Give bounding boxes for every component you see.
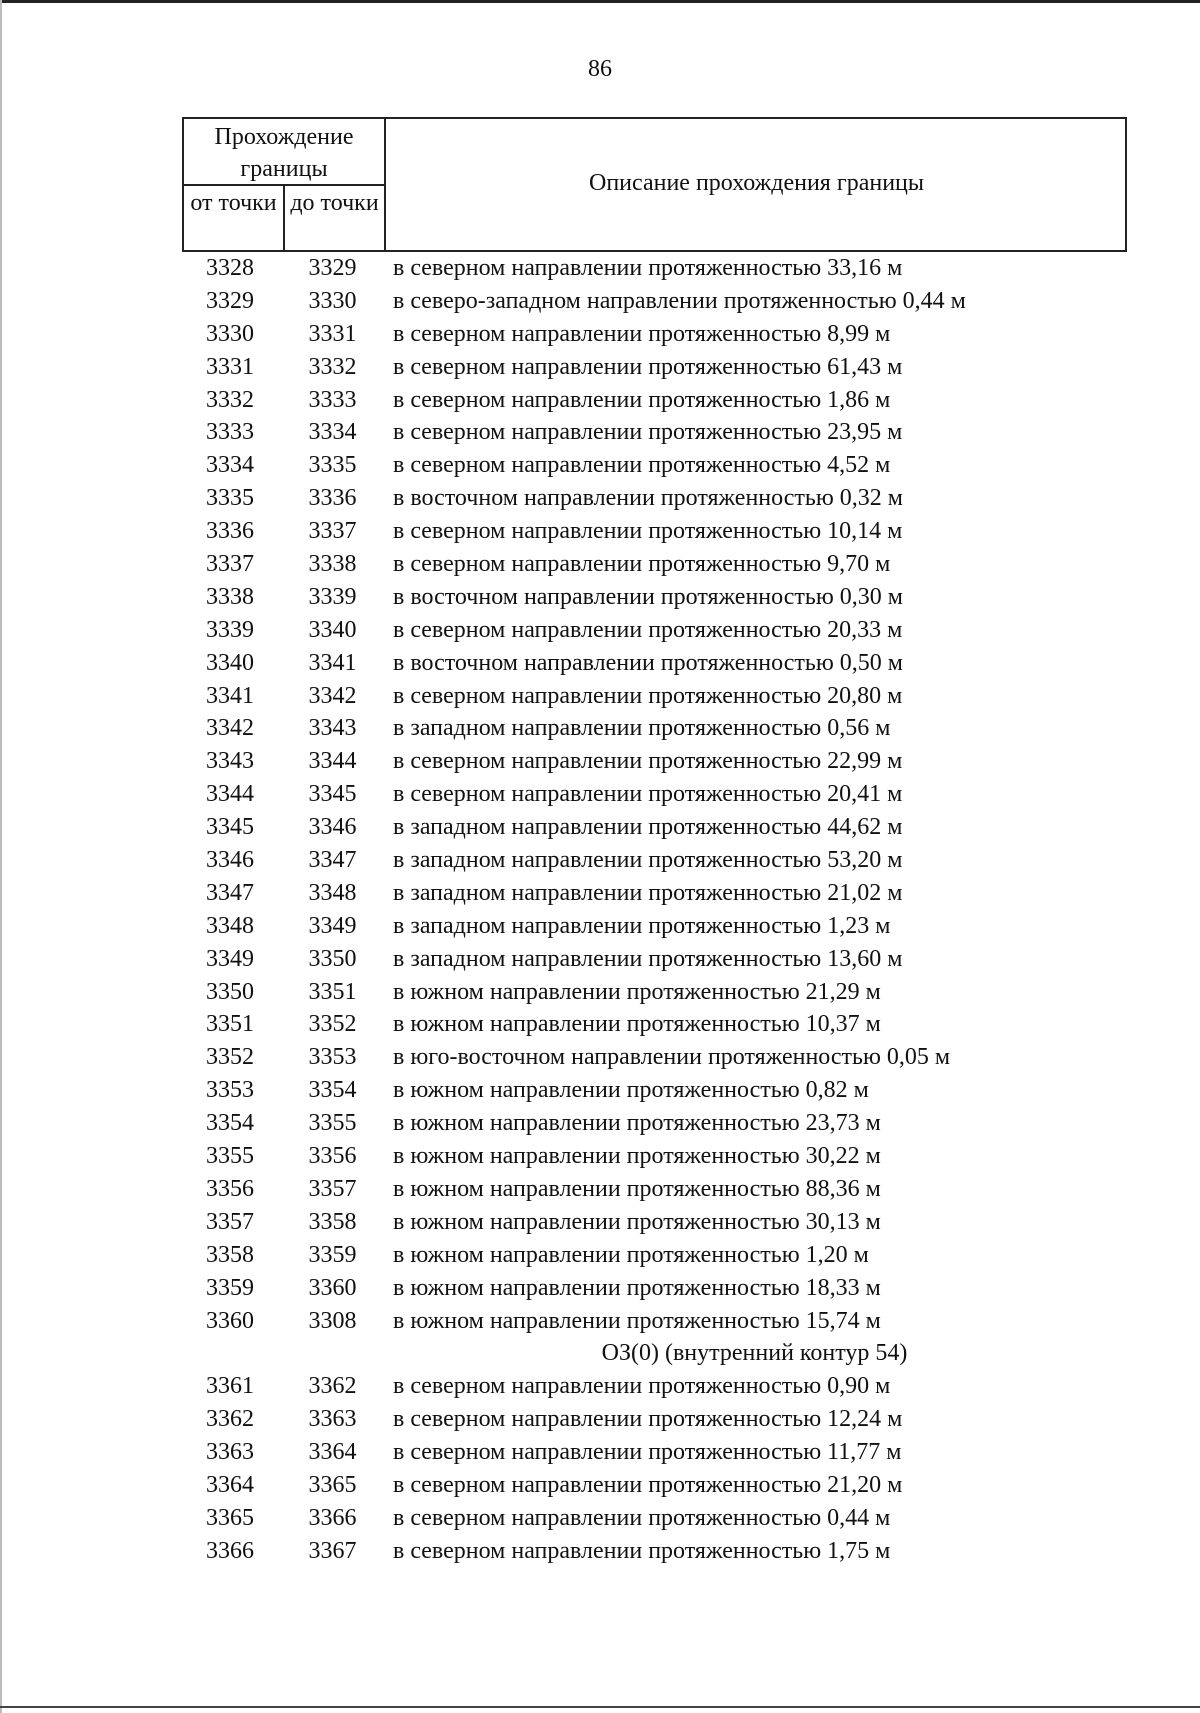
to-point: 3343 [308,715,357,742]
from-point: 3329 [206,287,254,314]
to-point: 3364 [308,1439,357,1466]
from-point: 3339 [206,616,254,643]
from-point: 3352 [206,1044,254,1071]
boundary-description: в южном направлении протяженностью 30,13 м [393,1208,881,1235]
from-point: 3351 [206,1011,254,1038]
boundary-description: в южном направлении протяженностью 0,82 м [393,1077,869,1104]
header-description: Описание прохождения границы [588,170,924,196]
to-point: 3363 [308,1406,357,1433]
from-point: 3342 [206,715,254,742]
table-row [0,351,1200,384]
to-point: 3357 [308,1175,357,1202]
table-row [0,384,1200,417]
to-point: 3351 [308,978,357,1005]
from-point: 3345 [206,814,254,841]
boundary-description: в северо-западном направлении протяженностью 0,44 м [393,287,966,314]
section-title: ОЗ(0) (внутренний контур 54) [601,1340,908,1367]
table-header [182,117,1127,252]
page-frame-bottom [0,1706,1200,1708]
to-point: 3349 [308,912,357,939]
boundary-description: в южном направлении протяженностью 18,33 м [393,1274,881,1301]
boundary-description: в северном направлении протяженностью 23,95 м [393,419,903,446]
boundary-description: в северном направлении протяженностью 0,44 м [393,1504,891,1531]
from-point: 3353 [206,1077,254,1104]
table-row [0,1173,1200,1206]
from-point: 3337 [206,551,254,578]
to-point: 3329 [308,255,357,281]
table-row [0,1041,1200,1074]
to-point: 3334 [308,419,357,446]
boundary-description: в северном направлении протяженностью 4,52 м [393,452,891,479]
boundary-description: в восточном направлении протяженностью 0,30 м [393,583,903,610]
to-point: 3330 [308,287,357,314]
boundary-description: в северном направлении протяженностью 0,90 м [393,1373,891,1400]
to-point: 3342 [308,682,357,709]
from-point: 3350 [206,978,254,1005]
boundary-description: в восточном направлении протяженностью 0,50 м [393,649,903,676]
table-row [0,614,1200,647]
to-point: 3337 [308,518,357,545]
from-point: 3335 [206,485,254,512]
table-row [0,1436,1200,1469]
table-row [0,910,1200,943]
table-row [0,745,1200,778]
from-point: 3363 [206,1439,254,1466]
table-row [0,1008,1200,1041]
from-point: 3341 [206,682,254,709]
to-point: 3332 [308,353,357,380]
to-point: 3331 [308,320,357,347]
to-point: 3344 [308,748,357,775]
section-heading-row [0,1337,1200,1370]
to-point: 3345 [308,781,357,808]
to-point: 3353 [308,1044,357,1071]
table-row [0,877,1200,910]
table-row [0,1140,1200,1173]
boundary-description: в юго-восточном направлении протяженностью 0,05 м [393,1044,951,1071]
table-row [0,647,1200,680]
table-row [0,515,1200,548]
from-point: 3330 [206,320,254,347]
table-row [0,811,1200,844]
from-point: 3360 [206,1307,254,1334]
boundary-description: в восточном направлении протяженностью 0,32 м [393,485,903,512]
from-point: 3348 [206,912,254,939]
to-point: 3362 [308,1373,357,1400]
boundary-description: в северном направлении протяженностью 12,24 м [393,1406,903,1433]
from-point: 3334 [206,452,254,479]
boundary-description: в южном направлении протяженностью 10,37 м [393,1011,881,1038]
to-point: 3338 [308,551,357,578]
table-row [0,1370,1200,1403]
table-row [0,482,1200,515]
boundary-table-body [0,252,1200,1568]
boundary-description: в западном направлении протяженностью 0,56 м [393,715,891,742]
to-point: 3339 [308,583,357,610]
from-point: 3349 [206,945,254,972]
from-point: 3358 [206,1241,254,1268]
boundary-description: в северном направлении протяженностью 1,75 м [393,1537,891,1564]
from-point: 3359 [206,1274,254,1301]
from-point: 3344 [206,781,254,808]
from-point: 3361 [206,1373,254,1400]
page-number: 86 [588,56,612,82]
from-point: 3340 [206,649,254,676]
to-point: 3354 [308,1077,357,1104]
to-point: 3360 [308,1274,357,1301]
boundary-description: в северном направлении протяженностью 1,86 м [393,386,891,413]
from-point: 3362 [206,1406,254,1433]
boundary-description: в северном направлении протяженностью 20,80 м [393,682,903,709]
to-point: 3341 [308,649,357,676]
from-point: 3338 [206,583,254,610]
boundary-description: в северном направлении протяженностью 11,77 м [393,1439,902,1466]
from-point: 3366 [206,1537,254,1564]
to-point: 3365 [308,1471,357,1498]
boundary-description: в северном направлении протяженностью 8,99 м [393,320,891,347]
boundary-description: в южном направлении протяженностью 1,20 м [393,1241,869,1268]
to-point: 3366 [308,1504,357,1531]
table-row [0,416,1200,449]
table-row [0,1469,1200,1502]
to-point: 3367 [308,1537,357,1564]
from-point: 3333 [206,419,254,446]
table-row [0,680,1200,713]
table-row [0,1074,1200,1107]
table-row [0,712,1200,745]
table-row [0,449,1200,482]
table-row [0,318,1200,351]
to-point: 3347 [308,847,357,874]
from-point: 3346 [206,847,254,874]
boundary-description: в северном направлении протяженностью 9,70 м [393,551,891,578]
boundary-description: в западном направлении протяженностью 1,23 м [393,912,891,939]
boundary-description: в южном направлении протяженностью 23,73 м [393,1110,881,1137]
to-point: 3340 [308,616,357,643]
from-point: 3355 [206,1143,254,1170]
header-from-point: от точки [190,190,277,216]
table-row [0,1107,1200,1140]
to-point: 3359 [308,1241,357,1268]
from-point: 3336 [206,518,254,545]
boundary-description: в западном направлении протяженностью 44,62 м [393,814,903,841]
to-point: 3358 [308,1208,357,1235]
table-row [0,976,1200,1009]
boundary-description: в южном направлении протяженностью 21,29 м [393,978,881,1005]
table-row [0,943,1200,976]
table-row [0,1502,1200,1535]
to-point: 3335 [308,452,357,479]
from-point: 3364 [206,1471,254,1498]
from-point: 3332 [206,386,254,413]
boundary-description: в северном направлении протяженностью 20,41 м [393,781,903,808]
boundary-description: в северном направлении протяженностью 22,99 м [393,748,903,775]
from-point: 3356 [206,1175,254,1202]
boundary-description: в северном направлении протяженностью 61,43 м [393,353,903,380]
to-point: 3352 [308,1011,357,1038]
boundary-description: в северном направлении протяженностью 33,16 м [393,255,903,281]
boundary-description: в северном направлении протяженностью 21,20 м [393,1471,903,1498]
table-row [0,844,1200,877]
from-point: 3343 [206,748,254,775]
from-point: 3328 [206,255,254,281]
to-point: 3308 [308,1307,357,1334]
table-row [0,1403,1200,1436]
page-frame-top [0,0,1200,3]
to-point: 3346 [308,814,357,841]
to-point: 3348 [308,879,357,906]
to-point: 3356 [308,1143,357,1170]
header-passage: Прохождение границы [214,124,354,182]
table-row [0,1535,1200,1568]
table-row [0,1272,1200,1305]
table-row [0,548,1200,581]
boundary-description: в южном направлении протяженностью 15,74 м [393,1307,881,1334]
from-point: 3357 [206,1208,254,1235]
to-point: 3336 [308,485,357,512]
boundary-description: в южном направлении протяженностью 30,22 м [393,1143,881,1170]
boundary-description: в северном направлении протяженностью 20,33 м [393,616,903,643]
boundary-description: в южном направлении протяженностью 88,36 м [393,1175,881,1202]
boundary-description: в западном направлении протяженностью 53,20 м [393,847,903,874]
to-point: 3333 [308,386,357,413]
table-row [0,285,1200,318]
table-row [0,778,1200,811]
table-row [0,252,1200,285]
from-point: 3354 [206,1110,254,1137]
from-point: 3331 [206,353,254,380]
table-row [0,1239,1200,1272]
boundary-description: в западном направлении протяженностью 13,60 м [393,945,903,972]
table-row [0,581,1200,614]
boundary-description: в западном направлении протяженностью 21,02 м [393,879,903,906]
from-point: 3365 [206,1504,254,1531]
table-row [0,1206,1200,1239]
to-point: 3355 [308,1110,357,1137]
boundary-description: в северном направлении протяженностью 10,14 м [393,518,903,545]
from-point: 3347 [206,879,254,906]
to-point: 3350 [308,945,357,972]
header-to-point: до точки [290,190,379,216]
table-row [0,1305,1200,1338]
